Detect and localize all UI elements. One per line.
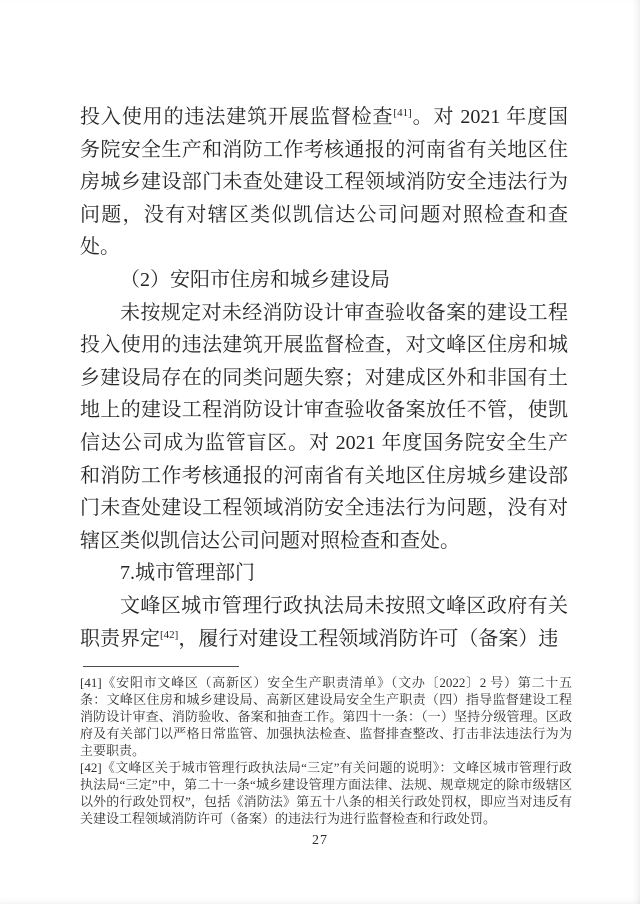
footnote-divider: [83, 666, 239, 667]
paragraph-city-management: [80, 590, 568, 655]
paragraph-anyang-findings: 未按规定对未经消防设计审查验收备案的建设工程投入使用的违法建筑开展监督检查，对文峰区住房和城乡建设局存在的同类问题失察；对建成区外和非国有土地上的建设工程消防设计审查验收备案放任不管，使凯信达公司成为监管盲区。对 2021 年度国务院安全生产和消防工作考核通报的河南省有关地区住房城乡建设部门未查处建设工程领域消防安全违法行为问题，没有对辖区类似凯信达公司问题对照检查和查处。: [80, 301, 568, 552]
footnote-ref-41: [41]: [393, 107, 412, 119]
paragraph-text: 文峰区城市管理行政执法局未按照文峰区政府有关职责界定: [80, 594, 568, 650]
paragraph-continued: [80, 101, 568, 264]
section-heading-anyang-bureau: （2）安阳市住房和城乡建设局: [120, 268, 390, 291]
paragraph-text: 。对 2021 年度国务院安全生产和消防工作考核通报的河南省有关地区住房城乡建设部门未查处建设工程领域消防安全违法行为问题，没有对辖区类似凯信达公司问题对照检查和查处。: [80, 106, 569, 259]
footnote-41: [41]《安阳市文峰区（高新区）安全生产职责清单》（文办〔2022〕2 号）第二十五条：文峰区住房和城乡建设局、高新区建设局安全生产职责（四）指导监督建设工程消防设计审查、消防验收、备案和抽查工作。第四十一条：（一）坚持分级管理。区政府及有关部门以严格日常监管、加强执法检查、监督排查整改、打击非法违法行为为主要职责。: [80, 675, 572, 759]
page-number: 27: [312, 833, 328, 848]
paragraph-text: 投入使用的违法建筑开展监督检查: [80, 106, 394, 128]
footnotes-section: [80, 674, 572, 827]
footnote-ref-42: [42]: [160, 628, 179, 641]
section-heading-city-management: 7.城市管理部门: [120, 562, 255, 585]
body-text: [80, 101, 572, 827]
footnote-42: [42]《文峰区关于城市管理行政执法局“三定”有关问题的说明》：文峰区城市管理行政执法局“三定”中，第二十一条“城乡建设管理方面法律、法规、规章规定的除市级辖区以外的行政处罚权”，包括《消防法》第五十八条的相关行政处罚权，即应当对违反有关建设工程领域消防许可（备案）的违法行为进行监督检查和行政处罚。: [80, 760, 572, 827]
paragraph-text: ，履行对建设工程领域消防许可（备案）违: [178, 627, 559, 650]
